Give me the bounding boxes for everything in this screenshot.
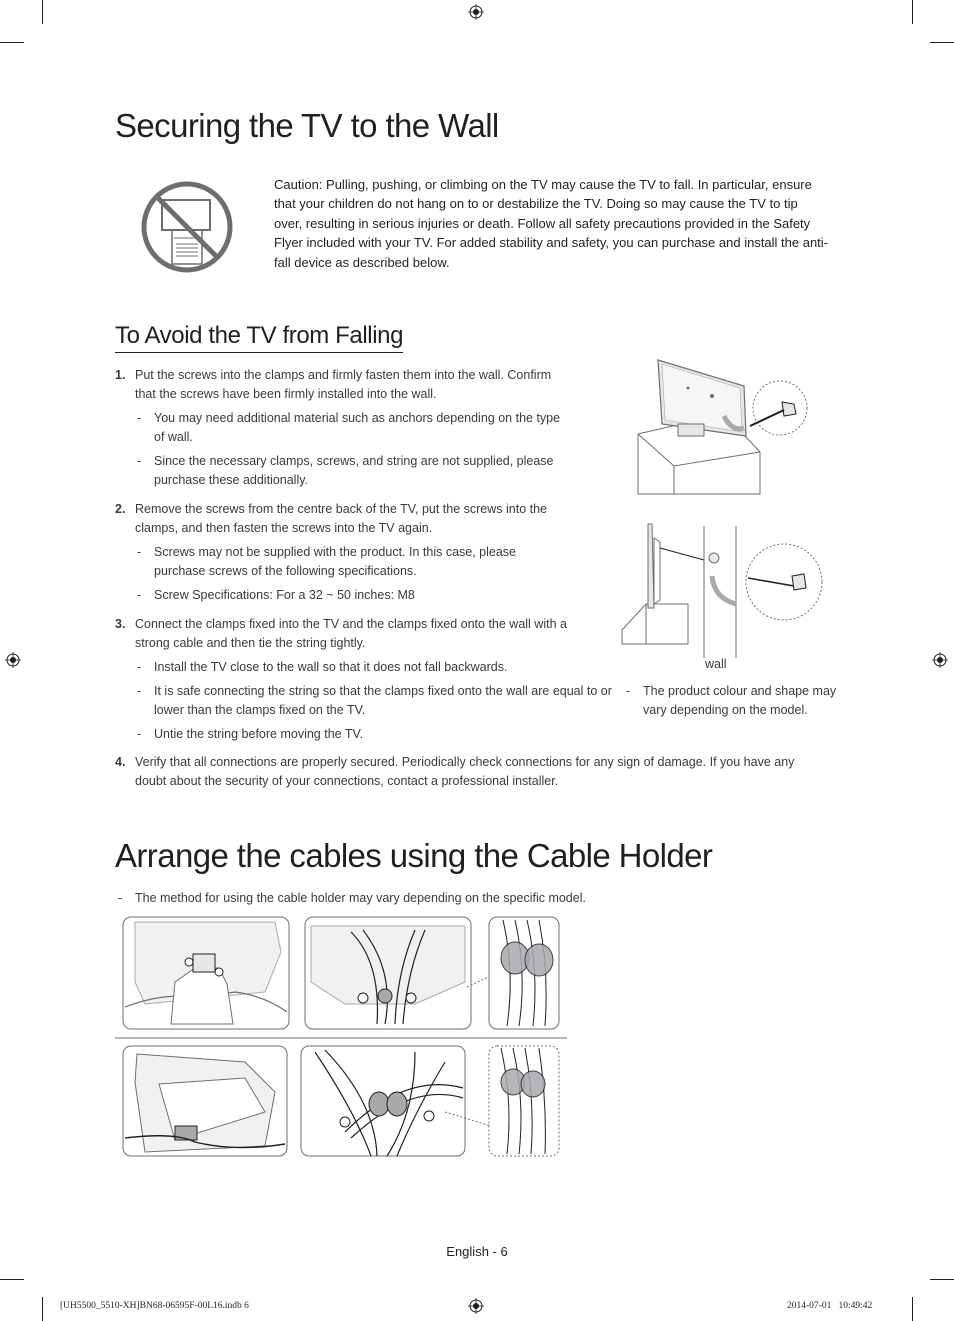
crop-mark — [0, 1279, 24, 1280]
list-item: - Screws may not be supplied with the product. In this case, please purchase screws of the following specifications. — [137, 545, 516, 578]
tv-back-stand-panel — [123, 917, 289, 1029]
list-item: - Install the TV close to the wall so that it does not fall backwards. — [137, 660, 508, 674]
list-item — [115, 753, 825, 791]
crop-mark — [912, 0, 913, 24]
print-file-label: [UH5500_5510-XH]BN68-06595F-00L16.indb 6 — [60, 1301, 249, 1311]
cable-clip-detail-panel — [489, 917, 559, 1029]
registration-target-icon — [468, 4, 484, 20]
print-timestamp: 2014-07-01 10:49:42 — [787, 1301, 873, 1311]
crop-mark — [42, 0, 43, 24]
cable-clip-closed-panel — [489, 1046, 559, 1156]
cable-holder-illustration — [115, 912, 570, 1162]
subsection-title: To Avoid the TV from Falling — [115, 322, 403, 353]
note-text: Untie the string before moving the TV. — [154, 727, 364, 741]
list-item: - Since the necessary clamps, screws, and string are not supplied, please purchase these additionally. — [137, 454, 554, 487]
page-title: Securing the TV to the Wall — [115, 107, 499, 144]
note-text: Screw Specifications: For a 32 ~ 50 inches: M8 — [154, 588, 415, 602]
list-item — [115, 366, 575, 404]
figure-note: - The product colour and shape may vary depending on the model. — [626, 684, 837, 717]
note-text: Screws may not be supplied with the product. In this case, please purchase screws of the following specifications. — [154, 545, 516, 578]
wall-mount-side-illustration — [618, 518, 830, 658]
cable-holder-note: - The method for using the cable holder may vary depending on the specific model. — [118, 891, 586, 905]
steps-list — [115, 366, 615, 806]
step-text: Connect the clamps fixed into the TV and the clamps fixed onto the wall with a strong cable and then tie the string tightly. — [135, 617, 567, 650]
list-item: - Untie the string before moving the TV. — [137, 727, 364, 741]
registration-target-icon — [932, 652, 948, 668]
page-number: English - 6 — [446, 1244, 508, 1259]
crop-mark — [42, 1297, 43, 1321]
step-text: Remove the screws from the centre back of the TV, put the screws into the clamps, and then fasten the screws into the TV again. — [135, 502, 548, 535]
no-climbing-warning-icon — [140, 180, 234, 274]
list-item: - Screw Specifications: For a 32 ~ 50 inches: M8 — [137, 588, 415, 602]
registration-target-icon — [468, 1298, 484, 1314]
step-number: 2. — [115, 502, 126, 516]
caution-text: Caution: Pulling, pushing, or climbing on the TV may cause the TV to fall. In particular, ensure that your children do not hang on to or destabilize the TV. Doing so may cause the TV to tip over, resulting in serious injuries or death. Follow all safety precautions provided in the Safety Flyer included with your TV. For added stability and safety, you can purchase and install the anti-fall device as described below. — [274, 177, 829, 270]
list-item: - You may need additional material such as anchors depending on the type of wall. — [137, 411, 561, 444]
tv-clamp-illustration — [632, 356, 812, 506]
list-item: - It is safe connecting the string so that the clamps fixed onto the wall are equal to or lower than the clamps fixed on the TV. — [137, 684, 612, 717]
note-text: Since the necessary clamps, screws, and string are not supplied, please purchase these additionally. — [154, 454, 554, 487]
tv-back-cables-panel — [305, 917, 471, 1029]
step-text: Put the screws into the clamps and firmly fasten them into the wall. Confirm that the screws have been firmly installed into the wall. — [135, 368, 552, 401]
crop-mark — [930, 42, 954, 43]
note-text: It is safe connecting the string so that the clamps fixed onto the wall are equal to or lower than the clamps fixed on the TV. — [154, 684, 612, 717]
cable-bundle-panel — [301, 1046, 465, 1156]
section-title: Arrange the cables using the Cable Holder — [115, 837, 713, 874]
wall-label: wall — [705, 657, 727, 671]
step-text: Verify that all connections are properly secured. Periodically check connections for any sign of damage. If you have any doubt about the security of your connections, contact a professional installer. — [135, 755, 795, 788]
list-item — [115, 615, 580, 653]
list-item — [115, 500, 575, 538]
note-text: Install the TV close to the wall so that it does not fall backwards. — [154, 660, 508, 674]
note-text: You may need additional material such as anchors depending on the type of wall. — [154, 411, 561, 444]
tv-stand-underside-panel — [123, 1046, 287, 1156]
note-text: The product colour and shape may vary depending on the model. — [643, 684, 837, 717]
note-text: The method for using the cable holder may vary depending on the specific model. — [135, 891, 586, 905]
step-number: 3. — [115, 617, 126, 631]
crop-mark — [912, 1297, 913, 1321]
step-number: 1. — [115, 368, 126, 382]
crop-mark — [930, 1279, 954, 1280]
step-number: 4. — [115, 755, 126, 769]
registration-target-icon — [5, 652, 21, 668]
crop-mark — [0, 42, 24, 43]
